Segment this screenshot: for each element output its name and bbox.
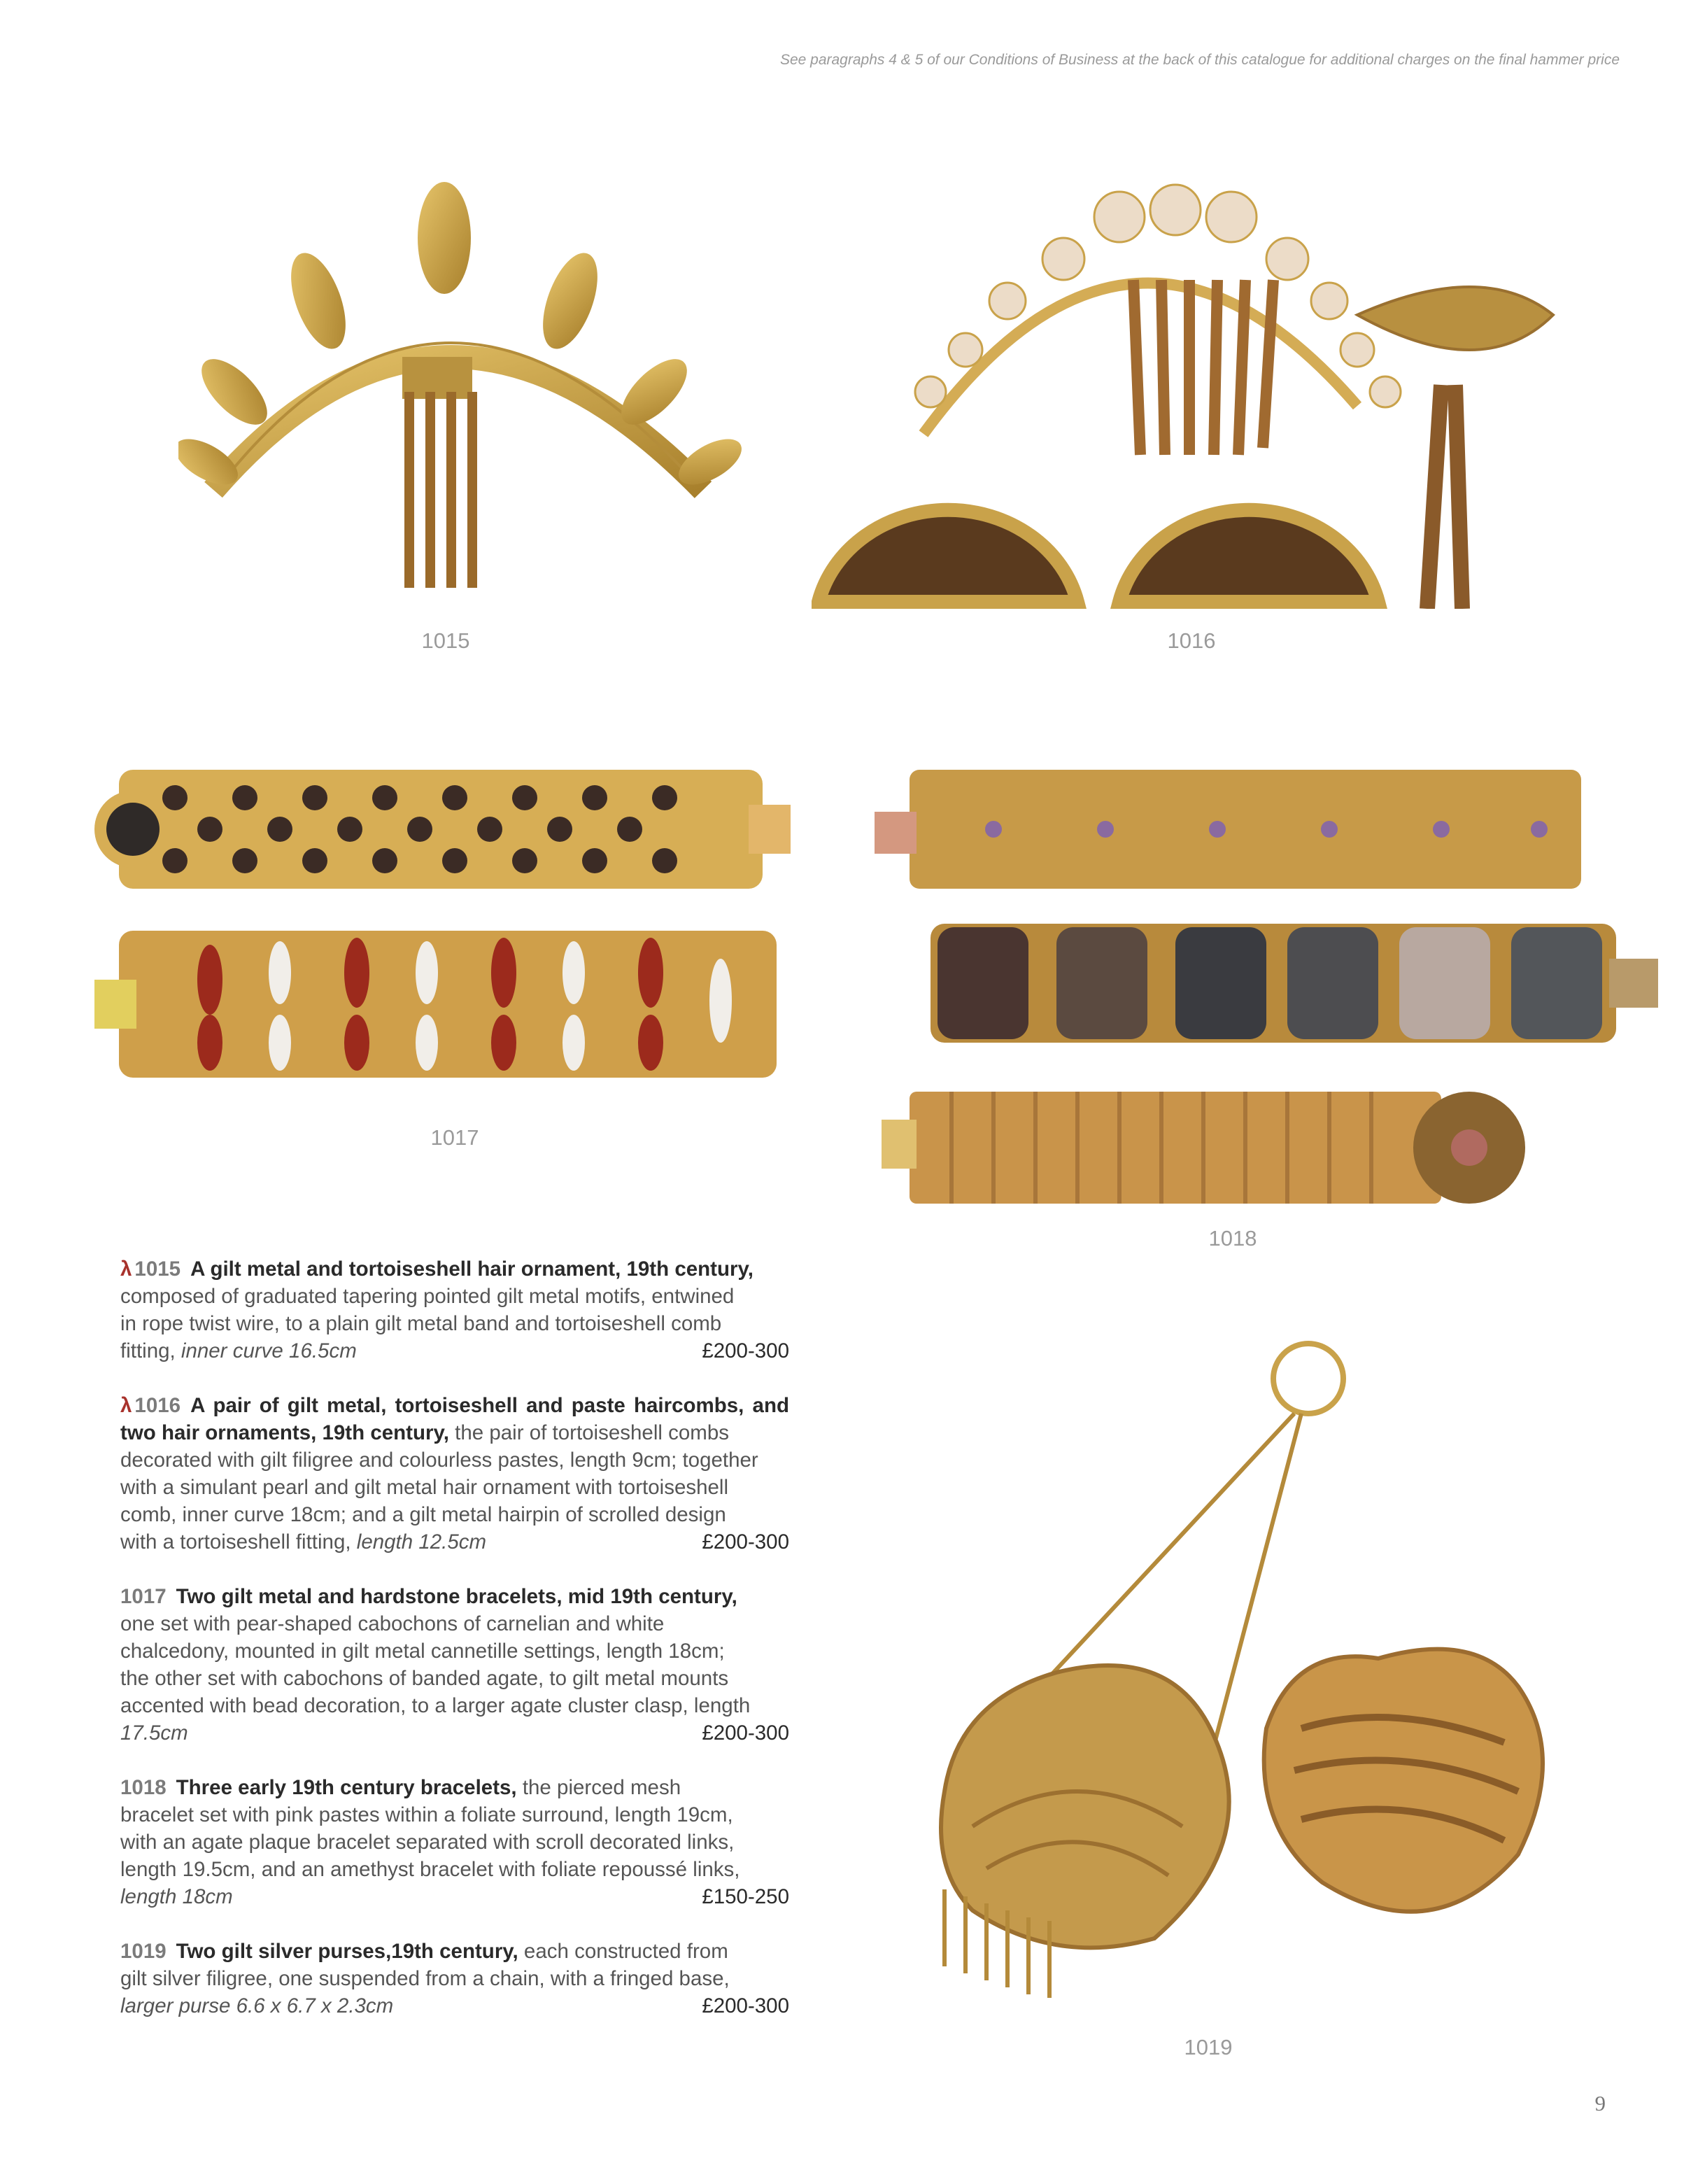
conditions-notice: See paragraphs 4 & 5 of our Conditions of Business at the back of this catalogue for additional charges on the final hammer price: [779, 52, 1620, 68]
lot-1017: [120, 1583, 789, 1747]
lot-title: Three early 19th century bracelets,: [176, 1776, 517, 1799]
lot-title: A pair of gilt metal, tortoiseshell and paste haircombs, and two hair ornaments, 19th century,: [120, 1394, 789, 1444]
lot-description-line: decorated with gilt filigree and colourless pastes, length 9cm; together: [120, 1449, 758, 1472]
lot-number: 1015: [134, 1257, 181, 1281]
lot-estimate: £200-300: [702, 1994, 789, 2017]
lambda-symbol: λ: [120, 1257, 132, 1281]
lot-dimension: length 12.5cm: [356, 1530, 487, 1554]
lot-estimate: £150-250: [702, 1885, 789, 1908]
lot-description-line: chalcedony, mounted in gilt metal cannetille settings, length 18cm;: [120, 1640, 725, 1663]
lot-number: 1016: [134, 1394, 181, 1417]
lot-dimension: length 18cm: [120, 1885, 233, 1908]
lot-description-line: with a simulant pearl and gilt metal hair ornament with tortoiseshell: [120, 1476, 729, 1499]
lot-descriptions: [120, 1255, 789, 2047]
lot-dimension: larger purse 6.6 x 6.7 x 2.3cm: [120, 1994, 394, 2017]
photo-lot-1018: [868, 756, 1658, 1218]
lot-1018: [120, 1774, 789, 1910]
lot-estimate: £200-300: [702, 1530, 789, 1554]
lot-dimension: 17.5cm: [120, 1721, 188, 1745]
lot-description-line: with an agate plaque bracelet separated with scroll decorated links,: [120, 1831, 735, 1854]
caption-1018: 1018: [1208, 1226, 1257, 1250]
lot-description-line: bracelet set with pink pastes within a foliate surround, length 19cm,: [120, 1803, 733, 1826]
lot-dimension: inner curve 16.5cm: [181, 1339, 357, 1362]
lot-description-line: length 19.5cm, and an amethyst bracelet with foliate repoussé links,: [120, 1858, 740, 1881]
lot-title: Two gilt metal and hardstone bracelets, mid 19th century,: [176, 1585, 737, 1608]
lot-number: 1018: [120, 1776, 167, 1799]
lot-description-line: in rope twist wire, to a plain gilt metal band and tortoiseshell comb: [120, 1312, 722, 1335]
lambda-symbol: λ: [120, 1394, 132, 1417]
lot-intro: the pair of tortoiseshell combs: [455, 1421, 730, 1444]
lot-description-line: the other set with cabochons of banded agate, to gilt metal mounts: [120, 1667, 729, 1690]
lot-intro: the pierced mesh: [522, 1776, 681, 1799]
lot-number: 1017: [120, 1585, 167, 1608]
photo-lot-1015: [178, 182, 752, 602]
caption-1019: 1019: [1184, 2035, 1233, 2059]
photo-lot-1016: [812, 175, 1616, 609]
lot-1016: [120, 1392, 789, 1556]
caption-1016: 1016: [1167, 628, 1216, 653]
caption-1017: 1017: [430, 1125, 479, 1150]
lot-number: 1019: [120, 1940, 167, 1963]
lot-1015: [120, 1255, 789, 1365]
lot-description-line: with a tortoiseshell fitting,: [120, 1530, 357, 1554]
page-number: 9: [1594, 2091, 1606, 2115]
photo-lot-1019: [903, 1337, 1609, 2008]
lot-description-line: composed of graduated tapering pointed gilt metal motifs, entwined: [120, 1285, 735, 1308]
lot-description-line: one set with pear-shaped cabochons of carnelian and white: [120, 1612, 665, 1635]
caption-1015: 1015: [421, 628, 470, 653]
photo-lot-1017: [91, 756, 805, 1092]
lot-description-line: gilt silver filigree, one suspended from a chain, with a fringed base,: [120, 1967, 730, 1990]
lot-intro: each constructed from: [523, 1940, 728, 1963]
lot-description-line: fitting,: [120, 1339, 181, 1362]
lot-description-line: accented with bead decoration, to a larger agate cluster clasp, length: [120, 1694, 751, 1717]
lot-1019: [120, 1938, 789, 2020]
lot-estimate: £200-300: [702, 1339, 789, 1362]
lot-estimate: £200-300: [702, 1721, 789, 1745]
lot-title: Two gilt silver purses,19th century,: [176, 1940, 518, 1963]
lot-title: A gilt metal and tortoiseshell hair ornament, 19th century,: [190, 1257, 754, 1281]
lot-description-line: comb, inner curve 18cm; and a gilt metal hairpin of scrolled design: [120, 1503, 726, 1526]
